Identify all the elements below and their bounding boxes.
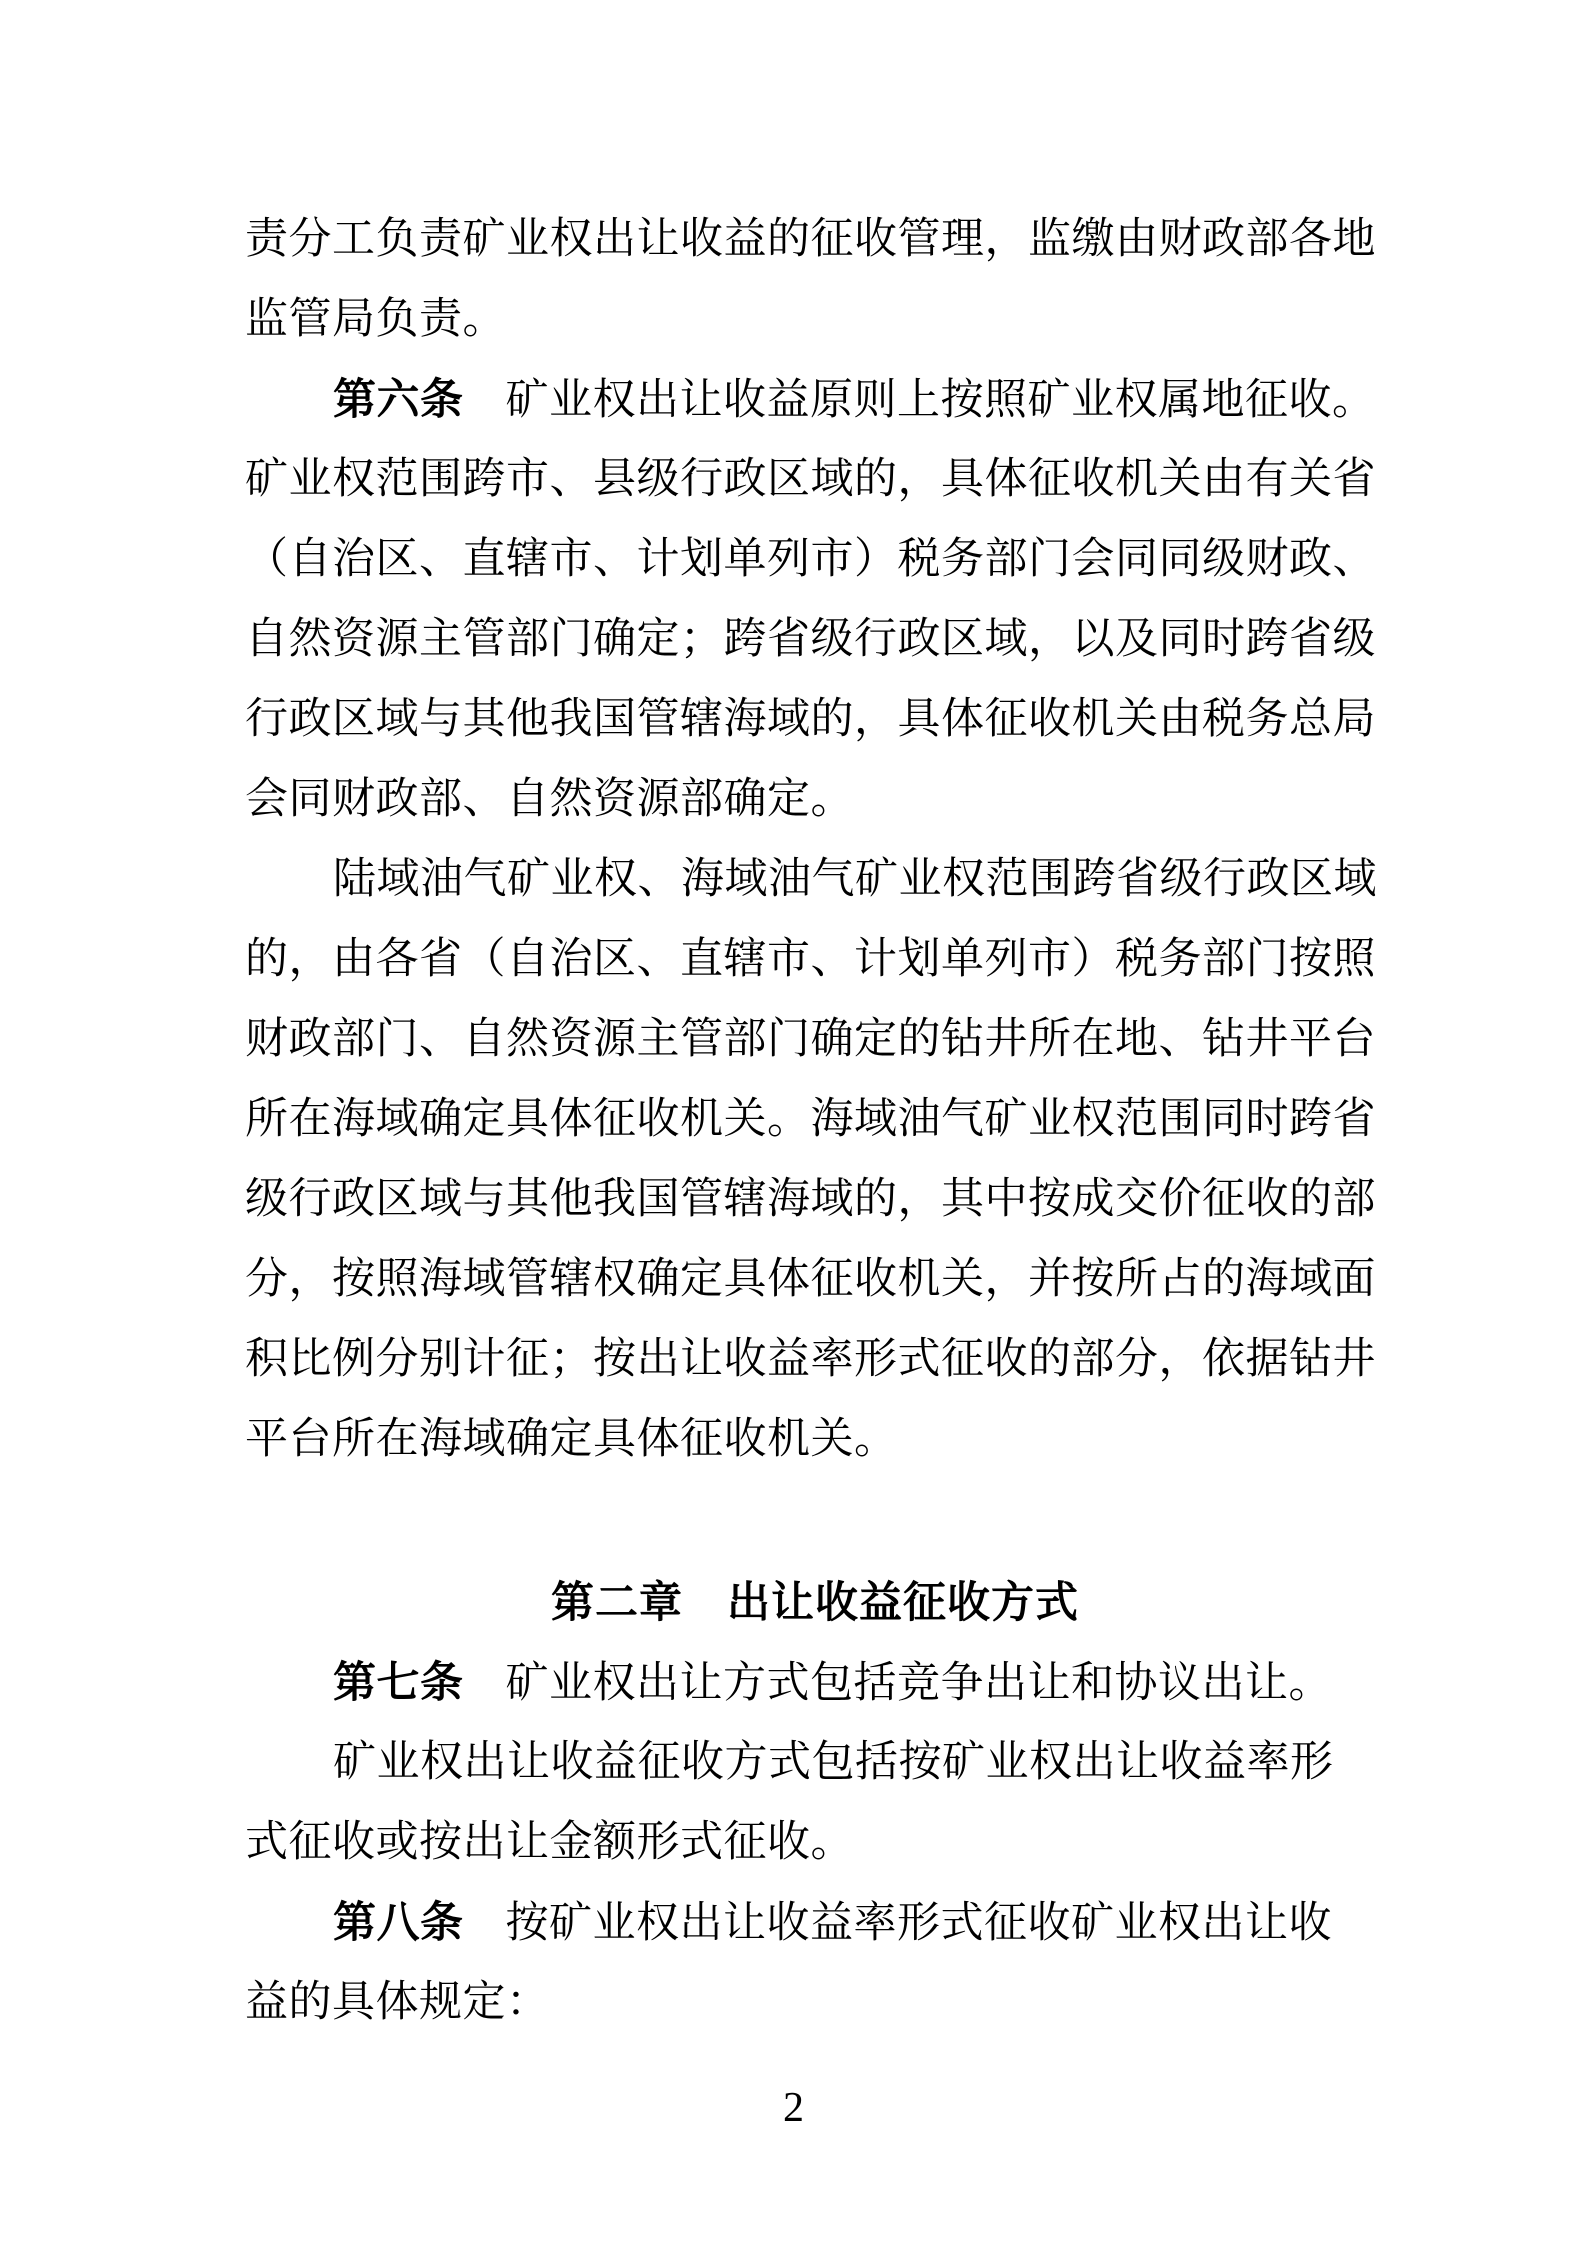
article-number-label: 第八条 xyxy=(333,1899,464,1947)
text-line xyxy=(245,1240,1385,1320)
text-line xyxy=(245,1080,1385,1160)
line-text: 分，按照海域管辖权确定具体征收机关，并按所占的海域面 xyxy=(245,1256,1376,1303)
article-line xyxy=(245,360,1385,440)
line-text: 会同财政部、自然资源部确定。 xyxy=(245,776,854,823)
line-text: 监管局负责。 xyxy=(245,296,506,343)
chapter-heading: 第二章 出让收益征收方式 xyxy=(551,1579,1079,1627)
article-number-label: 第六条 xyxy=(333,376,464,424)
document-body xyxy=(245,200,1385,2043)
line-text: （自治区、直辖市、计划单列市）税务部门会同同级财政、 xyxy=(245,536,1376,583)
text-line xyxy=(245,1400,1385,1480)
page-number: 2 xyxy=(783,2085,804,2131)
text-line xyxy=(245,600,1385,680)
line-text: 益的具体规定： xyxy=(245,1979,550,2026)
text-line xyxy=(245,680,1385,760)
article-number-label: 第七条 xyxy=(333,1659,464,1707)
text-line xyxy=(245,920,1385,1000)
line-text: 行政区域与其他我国管辖海域的，具体征收机关由税务总局 xyxy=(245,696,1376,743)
line-text: 所在海域确定具体征收机关。海域油气矿业权范围同时跨省 xyxy=(245,1096,1376,1143)
line-text: 矿业权出让方式包括竞争出让和协议出让。 xyxy=(505,1660,1332,1707)
text-line xyxy=(245,1803,1385,1883)
line-text: 矿业权出让收益原则上按照矿业权属地征收。 xyxy=(505,377,1376,424)
text-line xyxy=(245,1320,1385,1400)
text-line xyxy=(245,440,1385,520)
text-line xyxy=(245,760,1385,840)
line-text: 级行政区域与其他我国管辖海域的，其中按成交价征收的部 xyxy=(245,1176,1376,1223)
line-text: 自然资源主管部门确定；跨省级行政区域，以及同时跨省级 xyxy=(245,616,1376,663)
text-line xyxy=(245,280,1385,360)
line-text: 按矿业权出让收益率形式征收矿业权出让收 xyxy=(505,1900,1332,1947)
line-text: 财政部门、自然资源主管部门确定的钻井所在地、钻井平台 xyxy=(245,1016,1376,1063)
text-line xyxy=(245,1963,1385,2043)
line-text: 式征收或按出让金额形式征收。 xyxy=(245,1819,854,1866)
text-line xyxy=(245,840,1385,920)
article-line xyxy=(245,1643,1385,1723)
article-line xyxy=(245,1883,1385,1963)
line-text: 平台所在海域确定具体征收机关。 xyxy=(245,1416,898,1463)
text-line xyxy=(245,1723,1385,1803)
line-text: 责分工负责矿业权出让收益的征收管理，监缴由财政部各地 xyxy=(245,216,1376,263)
text-line xyxy=(245,1000,1385,1080)
line-text: 的，由各省（自治区、直辖市、计划单列市）税务部门按照 xyxy=(245,936,1376,983)
text-line xyxy=(245,1160,1385,1240)
line-text: 积比例分别计征；按出让收益率形式征收的部分，依据钻井 xyxy=(245,1336,1376,1383)
line-text: 矿业权范围跨市、县级行政区域的，具体征收机关由有关省 xyxy=(245,456,1376,503)
text-line xyxy=(245,200,1385,280)
line-text: 矿业权出让收益征收方式包括按矿业权出让收益率形 xyxy=(333,1739,1334,1786)
text-line xyxy=(245,520,1385,600)
line-text: 陆域油气矿业权、海域油气矿业权范围跨省级行政区域 xyxy=(333,856,1377,903)
